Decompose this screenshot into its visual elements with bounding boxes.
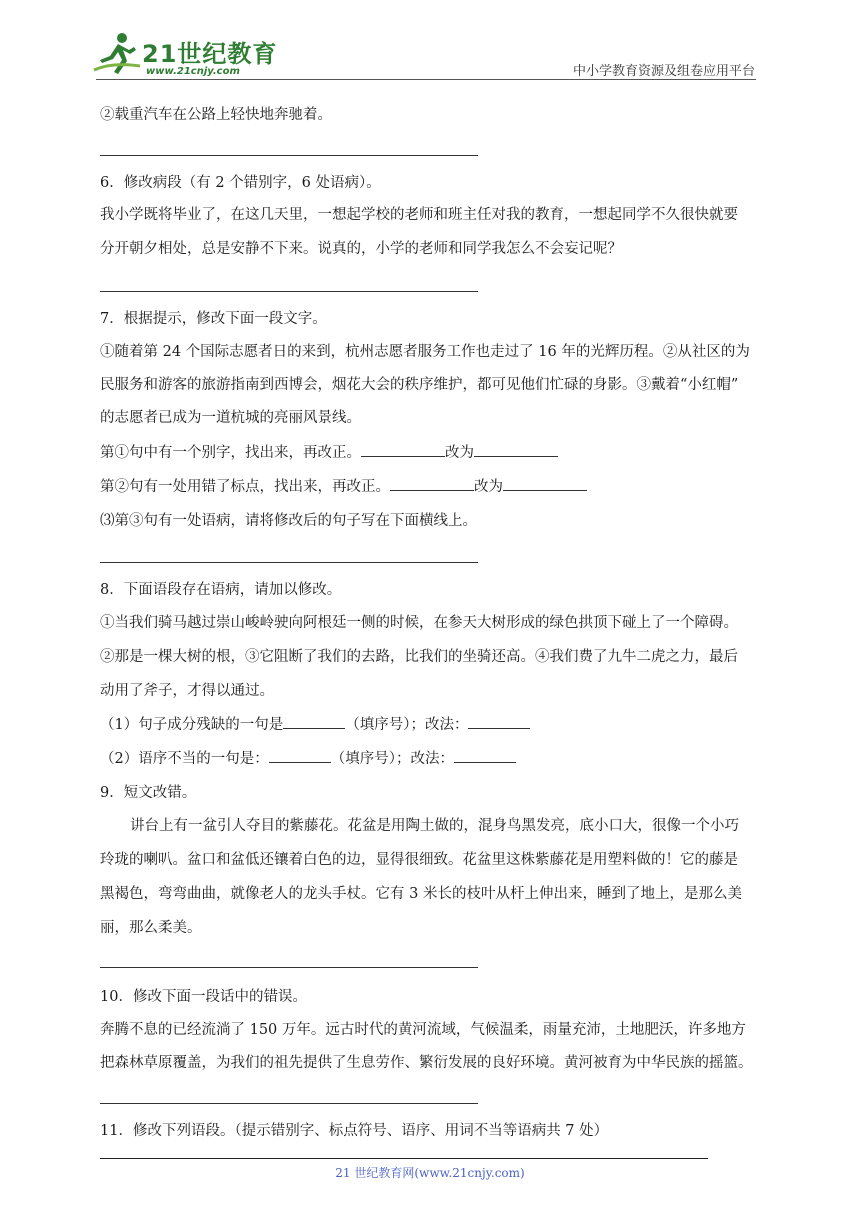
question-7-title: 7．根据提示，修改下面一段文字。 bbox=[100, 311, 327, 327]
page-header bbox=[0, 0, 860, 82]
answer-blank[interactable] bbox=[503, 478, 587, 491]
q7-s1-prompt: 第①句中有一个别字，找出来，再改正。 bbox=[100, 445, 361, 461]
text-line: 的志愿者已成为一道杭城的亮丽风景线。 bbox=[100, 410, 361, 426]
answer-blank[interactable] bbox=[361, 444, 445, 457]
question-6-title: 6．修改病段（有 2 个错别字，6 处语病）。 bbox=[100, 175, 381, 191]
footer-divider bbox=[100, 1158, 708, 1159]
answer-blank[interactable] bbox=[283, 716, 345, 729]
q8-s2-fix: （填序号）；改法： bbox=[330, 751, 454, 767]
answer-line[interactable] bbox=[100, 562, 478, 563]
text-line: ①随着第 24 个国际志愿者日的来到，杭州志愿者服务工作也走过了 16 年的光辉历程。②从社区的为 bbox=[100, 344, 750, 360]
q7-s1-change-to: 改为 bbox=[445, 445, 474, 461]
text-line: 奔腾不息的已经流淌了 150 万年。远古时代的黄河流域，气候温柔，雨量充沛，土地肥沃，许多地方 bbox=[100, 1022, 746, 1038]
text-line: 分开朝夕相处，总是安静不下来。说真的，小学的老师和同学我怎么不会妄记呢？ bbox=[100, 241, 622, 257]
text-line: 把森林草原覆盖，为我们的祖先提供了生息劳作、繁衍发展的良好环境。黄河被育为中华民族的摇篮。 bbox=[100, 1055, 753, 1071]
logo-title: 21世纪教育 bbox=[142, 40, 278, 68]
answer-line[interactable] bbox=[100, 155, 478, 156]
q8-s1-fix: （填序号）；改法： bbox=[345, 717, 469, 733]
text-line: 讲台上有一盆引人夺目的紫藤花。花盆是用陶土做的，混身鸟黑发亮，底小口大，很像一个小巧 bbox=[130, 818, 739, 834]
logo-url: www.21cnjy.com bbox=[146, 66, 240, 77]
q7-s2-prompt: 第②句有一处用错了标点，找出来，再改正。 bbox=[100, 479, 390, 495]
q8-subquestion-2 bbox=[100, 750, 516, 768]
q8-subquestion-1 bbox=[100, 716, 530, 734]
answer-blank[interactable] bbox=[454, 750, 516, 763]
q7-subquestion-3: ⑶第③句有一处语病，请将修改后的句子写在下面横线上。 bbox=[100, 513, 477, 529]
question-8-title: 8．下面语段存在语病，请加以修改。 bbox=[100, 582, 342, 598]
text-line: 我小学既将毕业了，在这几天里，一想起学校的老师和班主任对我的教育，一想起同学不久很快就要 bbox=[100, 207, 738, 223]
answer-line[interactable] bbox=[100, 291, 478, 292]
q7-s2-change-to: 改为 bbox=[474, 479, 503, 495]
site-logo[interactable] bbox=[92, 30, 278, 78]
q7-subquestion-2 bbox=[100, 478, 587, 496]
answer-blank[interactable] bbox=[474, 444, 558, 457]
footer-link[interactable]: 21 世纪教育网(www.21cnjy.com) bbox=[335, 1166, 525, 1180]
question-11-title: 11．修改下列语段。（提示错别字、标点符号、语序、用词不当等语病共 7 处） bbox=[100, 1123, 609, 1139]
answer-line[interactable] bbox=[100, 1103, 478, 1104]
text-line: 丽，那么柔美。 bbox=[100, 920, 202, 936]
q8-s2-prompt: （2）语序不当的一句是： bbox=[100, 751, 269, 767]
question-10-title: 10．修改下面一段话中的错误。 bbox=[100, 989, 307, 1005]
q7-subquestion-1 bbox=[100, 444, 558, 462]
text-line: ②载重汽车在公路上轻快地奔驰着。 bbox=[100, 107, 332, 123]
answer-blank[interactable] bbox=[269, 750, 331, 763]
question-9-title: 9．短文改错。 bbox=[100, 785, 197, 801]
answer-blank[interactable] bbox=[390, 478, 474, 491]
answer-line[interactable] bbox=[100, 967, 478, 968]
answer-blank[interactable] bbox=[468, 716, 530, 729]
text-line: 黑褐色，弯弯曲曲，就像老人的龙头手杖。它有 3 米长的枝叶从杆上伸出来，睡到了地上，是那么美 bbox=[100, 886, 742, 902]
text-line: ①当我们骑马越过崇山峻岭驶向阿根廷一侧的时候，在参天大树形成的绿色拱顶下碰上了一个障碍。 bbox=[100, 615, 738, 631]
runner-logo-icon bbox=[92, 30, 144, 76]
text-line: ②那是一棵大树的根，③它阻断了我们的去路，比我们的坐骑还高。④我们费了九牛二虎之力，最后 bbox=[100, 649, 738, 665]
text-line: 动用了斧子，才得以通过。 bbox=[100, 683, 274, 699]
text-line: 民服务和游客的旅游指南到西博会，烟花大会的秩序维护，都可见他们忙碌的身影。③戴着“小红帽” bbox=[100, 377, 739, 393]
header-divider bbox=[96, 79, 756, 80]
header-platform-text: 中小学教育资源及组卷应用平台 bbox=[572, 64, 755, 79]
q8-s1-prompt: （1）句子成分残缺的一句是 bbox=[100, 717, 284, 733]
text-line: 玲珑的喇叭。盆口和盆低还镶着白色的边，显得很细致。花盆里这株紫藤花是用塑料做的！它的藤是 bbox=[100, 852, 738, 868]
